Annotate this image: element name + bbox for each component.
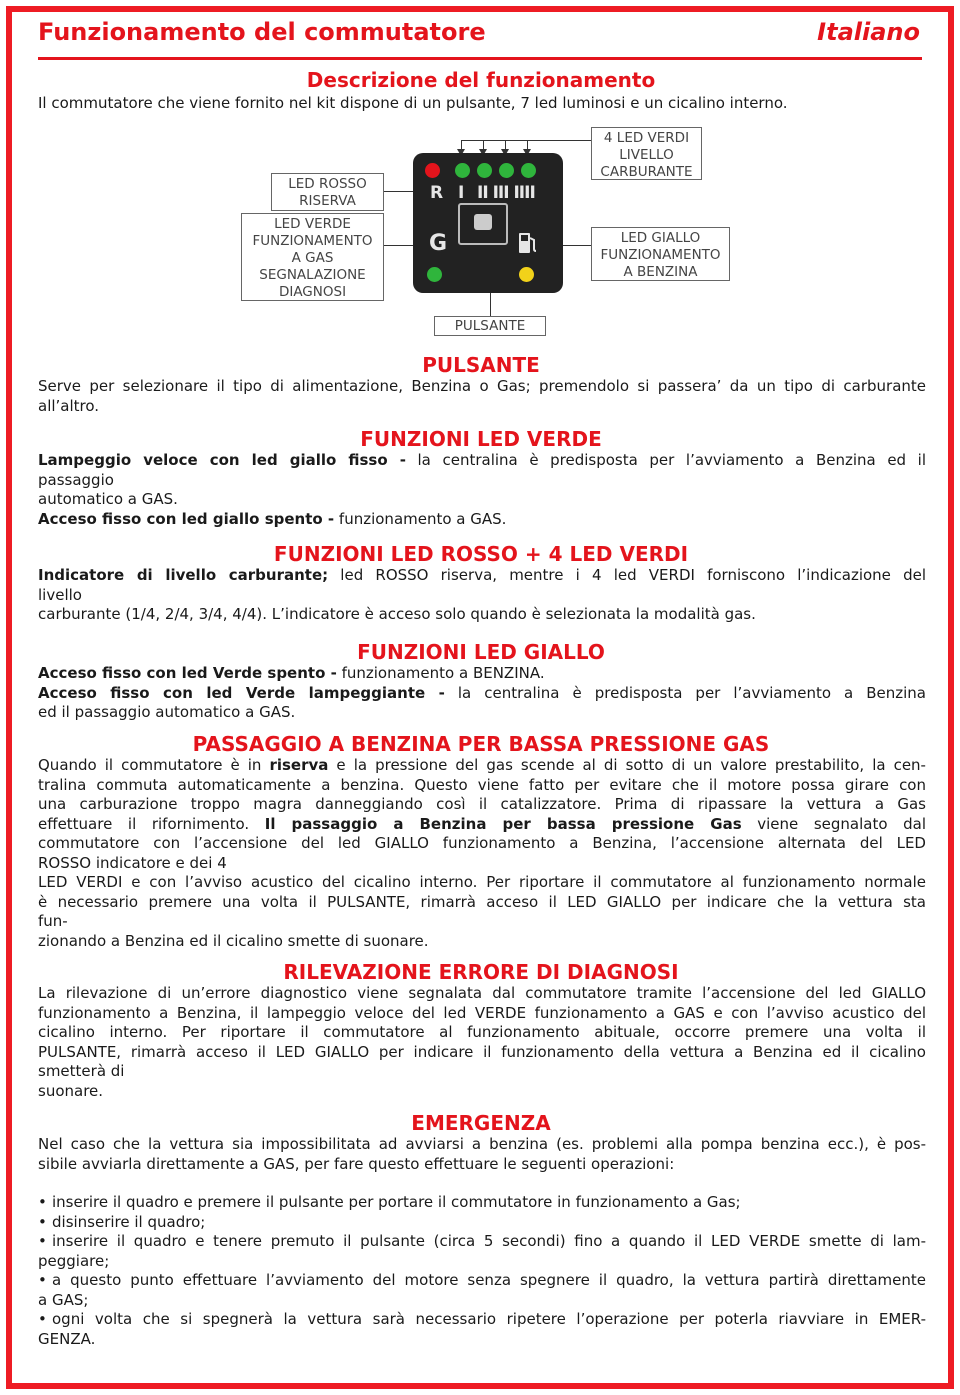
step-4-line-2: a GAS; bbox=[38, 1290, 89, 1309]
bullet-icon: • bbox=[38, 1193, 47, 1211]
language-label: Italiano bbox=[817, 18, 920, 46]
section-title-descrizione: Descrizione del funzionamento bbox=[306, 68, 656, 92]
connector-line bbox=[461, 140, 591, 141]
red-led-icon bbox=[425, 163, 440, 178]
bp-line-1a: Quando il commutatore è in bbox=[38, 756, 270, 774]
list-item-continuation bbox=[38, 1252, 926, 1272]
callout-four-green-leds: 4 LED VERDI LIVELLO CARBURANTE bbox=[591, 127, 702, 180]
device-label-i: I bbox=[458, 183, 465, 203]
bp-line-6: ROSSO indicatore e dei 4 bbox=[38, 853, 227, 872]
green-led-icon bbox=[455, 163, 470, 178]
led-verde-bold-2: Acceso fisso con led giallo spento - bbox=[38, 509, 335, 528]
led-rosso-line-2: livello bbox=[38, 585, 82, 604]
led-verde-line-4 bbox=[38, 510, 926, 530]
diag-line-5: smetterà di bbox=[38, 1062, 125, 1080]
green-led-icon bbox=[521, 163, 536, 178]
section-title-led-verde: FUNZIONI LED VERDE bbox=[360, 427, 602, 451]
section-title-led-rosso: FUNZIONI LED ROSSO + 4 LED VERDI bbox=[273, 542, 689, 566]
led-rosso-bold-1: Indicatore di livello carburante; bbox=[38, 566, 329, 584]
bp-line-7: LED VERDI e con l’avviso acustico del cicalino interno. Per riportare il commutatore al funzionamento normale bbox=[38, 873, 926, 891]
callout-red-led: LED ROSSO RISERVA bbox=[271, 173, 384, 211]
bullet-icon: • bbox=[38, 1271, 47, 1289]
page-title: Funzionamento del commutatore bbox=[38, 18, 486, 46]
fuel-pump-icon bbox=[517, 231, 539, 255]
bullet-icon: • bbox=[38, 1212, 47, 1231]
bp-line-9: fun- bbox=[38, 912, 68, 930]
list-item bbox=[38, 1193, 926, 1213]
step-4-line-1: a questo punto effettuare l’avviamento del motore senza spegnere il quadro, la vettura partirà direttamente bbox=[52, 1271, 926, 1289]
bp-line-10: zionando a Benzina ed il cicalino smette di suonare. bbox=[38, 931, 429, 950]
bp-line-1c: e la pressione del gas scende al di sotto di un valore prestabilito, la cen- bbox=[328, 756, 926, 774]
section-title-diagnosi: RILEVAZIONE ERRORE DI DIAGNOSI bbox=[283, 960, 679, 984]
led-verde-rest-1: la centralina è predisposta per l’avviamento a Benzina ed il bbox=[405, 451, 926, 469]
button-face bbox=[474, 214, 492, 230]
emergenza-intro bbox=[38, 1135, 926, 1174]
diagnosi-text bbox=[38, 984, 926, 1101]
led-giallo-rest-1: funzionamento a BENZINA. bbox=[336, 664, 545, 682]
led-giallo-bold-2: Acceso fisso con led Verde lampeggiante - bbox=[38, 683, 445, 702]
list-item bbox=[38, 1232, 926, 1252]
list-item bbox=[38, 1271, 926, 1291]
led-giallo-line-3: ed il passaggio automatico a GAS. bbox=[38, 703, 296, 721]
bp-line-4a: effettuare il rifornimento. bbox=[38, 814, 265, 833]
led-verde-text bbox=[38, 451, 926, 529]
push-button-icon[interactable] bbox=[458, 203, 508, 245]
bp-line-4b: Il passaggio a Benzina per bassa pressione Gas bbox=[264, 814, 742, 833]
bp-line-3: una carburazione troppo magra danneggiando così il catalizzatore. Prima di ripassare la vettura a Gas bbox=[38, 795, 926, 813]
connector-line bbox=[384, 245, 414, 246]
list-item bbox=[38, 1213, 926, 1233]
step-1-text: inserire il quadro e premere il pulsante per portare il commutatore in funzionamento a Gas; bbox=[52, 1193, 741, 1211]
callout-green-led: LED VERDE FUNZIONAMENTO A GAS SEGNALAZIONE DIAGNOSI bbox=[241, 213, 384, 301]
step-3-line-2: peggiare; bbox=[38, 1251, 110, 1270]
connector-line bbox=[384, 191, 414, 192]
led-verde-line-3: automatico a GAS. bbox=[38, 490, 178, 508]
connector-line bbox=[563, 245, 591, 246]
bp-line-4 bbox=[38, 815, 926, 835]
intro-text: Il commutatore che viene fornito nel kit dispone di un pulsante, 7 led luminosi e un cicalino interno. bbox=[38, 94, 788, 112]
device-label-bars: II III IIII bbox=[477, 183, 535, 203]
led-verde-line-2: passaggio bbox=[38, 470, 114, 489]
step-3-line-1: inserire il quadro e tenere premuto il pulsante (circa 5 secondi) fino a quando il LED VERDE smette di lam- bbox=[52, 1232, 926, 1250]
bp-line-5: commutatore con l’accensione del led GIALLO funzionamento a Benzina, l’accensione alternata del LED bbox=[38, 834, 926, 852]
led-giallo-bold-1: Acceso fisso con led Verde spento - bbox=[38, 664, 337, 682]
bp-line-1 bbox=[38, 756, 926, 776]
bp-line-8: è necessario premere una volta il PULSANTE, rimarrà acceso il LED GIALLO per indicare che la vettura sta bbox=[38, 892, 926, 911]
led-rosso-line-3: carburante (1/4, 2/4, 3/4, 4/4). L’indicatore è acceso solo quando è selezionata la modalità gas. bbox=[38, 605, 756, 623]
diag-line-3: cicalino interno. Per riportare il commutatore al funzionamento abituale, occorre premere una volta il bbox=[38, 1023, 926, 1041]
pulsante-text bbox=[38, 377, 926, 416]
led-rosso-text bbox=[38, 566, 926, 625]
list-item-continuation bbox=[38, 1291, 926, 1311]
green-led-icon bbox=[499, 163, 514, 178]
bp-line-2: tralina commuta automaticamente a benzina. Questo viene fatto per evitare che il motore possa girare con bbox=[38, 775, 926, 794]
section-title-pulsante: PULSANTE bbox=[422, 353, 540, 377]
callout-button: PULSANTE bbox=[434, 316, 546, 336]
led-verde-bold-1: Lampeggio veloce con led giallo fisso - bbox=[38, 451, 406, 469]
header-divider bbox=[38, 57, 922, 60]
device-label-g: G bbox=[429, 231, 448, 256]
bullet-icon: • bbox=[38, 1310, 47, 1328]
emerg-line-1: Nel caso che la vettura sia impossibilitata ad avviarsi a benzina (es. problemi alla pompa benzina ecc.), è pos- bbox=[38, 1135, 926, 1153]
list-item bbox=[38, 1310, 926, 1330]
section-title-led-giallo: FUNZIONI LED GIALLO bbox=[357, 640, 605, 664]
list-item-continuation bbox=[38, 1330, 926, 1350]
diag-line-2: funzionamento a Benzina, il lampeggio veloce del led VERDE funzionamento a GAS e con l’avviso acustico del bbox=[38, 1003, 926, 1022]
emergenza-steps-list bbox=[38, 1193, 926, 1349]
switch-device bbox=[413, 153, 563, 293]
step-5-line-1: ogni volta che si spegnerà la vettura sarà necessario ripetere l’operazione per poterla riavviare in EMER- bbox=[52, 1310, 926, 1328]
yellow-led-icon bbox=[519, 267, 534, 282]
green-led-icon bbox=[477, 163, 492, 178]
callout-yellow-led: LED GIALLO FUNZIONAMENTO A BENZINA bbox=[591, 227, 730, 281]
diag-line-6: suonare. bbox=[38, 1081, 104, 1100]
led-giallo-line-1 bbox=[38, 664, 926, 684]
bullet-icon: • bbox=[38, 1232, 47, 1250]
led-verde-line-1 bbox=[38, 451, 926, 471]
led-giallo-line-2 bbox=[38, 684, 926, 704]
diag-line-1: La rilevazione di un’errore diagnostico viene segnalata dal commutatore tramite l’accensione del led GIALLO bbox=[38, 984, 926, 1002]
section-title-emergenza: EMERGENZA bbox=[411, 1111, 551, 1135]
bp-line-1b: riserva bbox=[269, 756, 329, 774]
bp-line-4c: viene segnalato dal bbox=[741, 814, 927, 833]
pulsante-line-1: Serve per selezionare il tipo di alimentazione, Benzina o Gas; premendolo si passera’ da un tipo di carburante bbox=[38, 377, 926, 395]
led-giallo-text bbox=[38, 664, 926, 723]
bassa-pressione-text bbox=[38, 756, 926, 951]
led-rosso-rest-1: led ROSSO riserva, mentre i 4 led VERDI forniscono l’indicazione del bbox=[328, 566, 927, 584]
step-5-line-2: GENZA. bbox=[38, 1329, 96, 1348]
led-giallo-rest-2: la centralina è predisposta per l’avviamento a Benzina bbox=[444, 683, 926, 702]
green-led-icon bbox=[427, 267, 442, 282]
emerg-line-2: sibile avviarla direttamente a GAS, per fare questo effettuare le seguenti operazioni: bbox=[38, 1154, 675, 1173]
led-verde-rest-2: funzionamento a GAS. bbox=[334, 509, 507, 528]
device-label-r: R bbox=[430, 183, 444, 203]
led-rosso-line-1 bbox=[38, 566, 926, 586]
pulsante-line-2: all’altro. bbox=[38, 396, 100, 415]
diag-line-4: PULSANTE, rimarrà acceso il LED GIALLO per indicare il funzionamento della vettura a Benzina ed il cicalino bbox=[38, 1042, 926, 1061]
step-2-text: disinserire il quadro; bbox=[52, 1212, 206, 1231]
section-title-bassa-pressione: PASSAGGIO A BENZINA PER BASSA PRESSIONE GAS bbox=[192, 732, 770, 756]
